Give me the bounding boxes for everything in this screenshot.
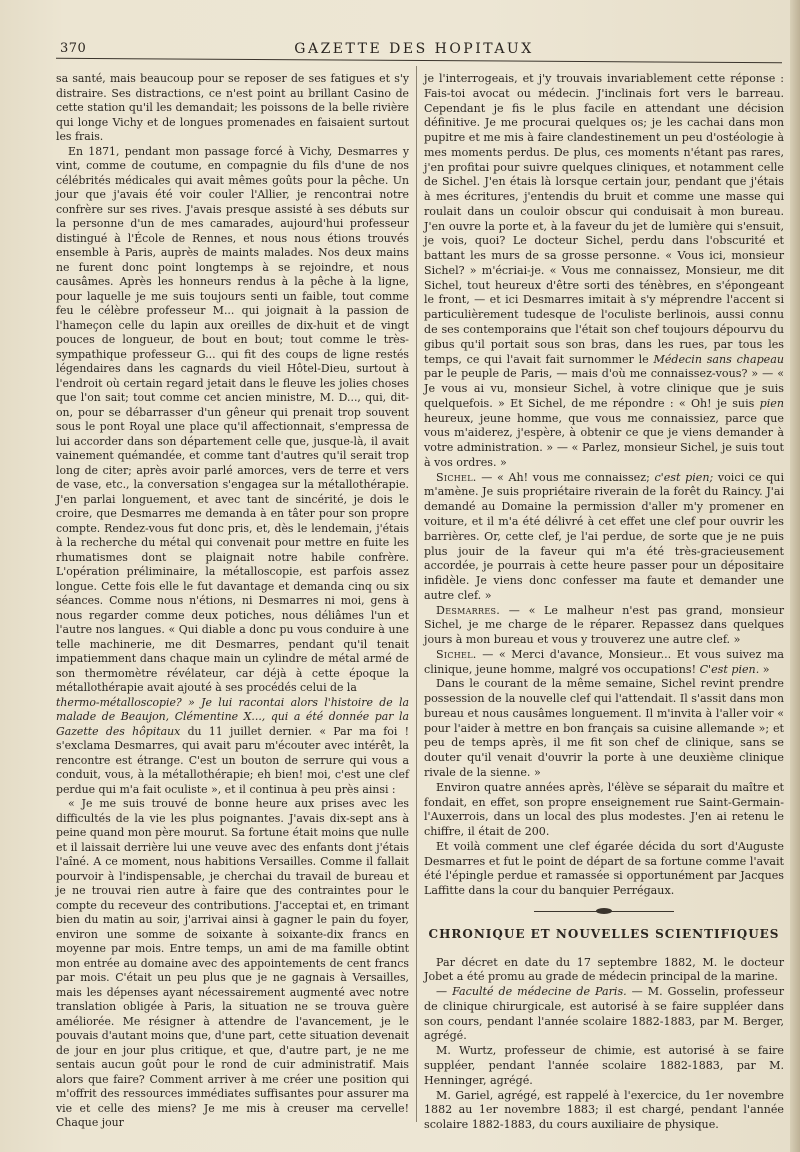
news-item: Par décret en date du 17 septembre 1882, M. le docteur Jobet a été promu au grade de médecin principal de la marine. bbox=[424, 955, 784, 984]
section-divider-ornament bbox=[534, 911, 674, 913]
article-text: — M. Gosselin, professeur de clinique chirurgicale, est autorisé à se faire suppléer dans son cours, pendant l'année scolaire 1882-1883, par M. Berger, agrégé. bbox=[424, 985, 784, 1043]
dialogue-paragraph bbox=[424, 604, 784, 648]
italic-phrase: C'est pien. bbox=[699, 662, 760, 676]
dialogue-paragraph bbox=[424, 648, 784, 678]
article-text: — « Le malheur n'est pas grand, monsieur Sichel, je me charge de le réparer. Repassez dans quelques jours à mon bureau et vous y trouverez une autre clef. » bbox=[424, 603, 785, 647]
journal-title: Gazette des hôpitaux bbox=[56, 724, 181, 738]
italic-phrase: thermo-métalloscopie? » Je lui racontai alors l'histoire de la malade de Beaujon, Clémentine X..., qui a été donnée par la bbox=[56, 695, 409, 723]
article-text: je l'interrogeais, et j'y trouvais invariablement cette réponse : Fais-toi avocat ou médecin. J'inclinais fort vers le barreau. Cependant je fis le plus facile en attendant une décision définitive. Je me procurai quelques os; je les cachai dans mon pupitre et me mis à faire clandestinement un peu d'ostéologie à mes moments perdus. De plus, ces moments n'étant pas rares, j'en profitai pour suivre quelques cliniques, et notamment celle de Sichel. J'en étais là lorsque certain jour, pendant que j'étais à mes écritures, j'entendis du bruit et comme une masse qui roulait dans un couloir obscur qui conduisait à mon bureau. J'en ouvre la porte et, à la faveur du jet de lumière qui s'ensuit, je vois, quoi? Le docteur Sichel, perdu dans l'obscurité et battant les murs de sa grosse personne. « Vous ici, monsieur Sichel? » m'écriai-je. « Vous me connaissez, Monsieur, me dit Sichel, tout heureux d'être sorti des ténèbres, en s'épongeant le front, — et ici Desmarres imitait à s'y méprendre l'accent si particulièrement tudesque de l'oculiste berlinois, aussi connu de ses contemporains que l'était son chef toujours dépourvu du gibus qu'il portait sous son bras, dans les rues, par tous les temps, ce qui l'avait fait surnommer le bbox=[424, 72, 784, 366]
article-paragraph: Et voilà comment une clef égarée décida du sort d'Auguste Desmarres et fut le point de départ de sa fortune comme l'avait été l'épingle perdue et ramassée si opportunément par Jacques Laffitte dans la cour du banquier Perrégaux. bbox=[424, 839, 784, 898]
article-text: heureux, jeune homme, que vous me connaissiez, parce que vous m'aiderez, j'espère, à obtenir ce que je viens demander à votre administration. » — « Parlez, monsieur Sichel, je suis tout à vos ordres. » bbox=[424, 411, 784, 469]
article-paragraph bbox=[424, 72, 784, 471]
italic-phrase: c'est pien; bbox=[654, 470, 714, 484]
right-column bbox=[424, 72, 784, 1133]
article-paragraph: Environ quatre années après, l'élève se séparait du maître et fondait, en effet, son propre enseignement rue Saint-Germain-l'Auxerrois, dans un local des plus modestes. J'en ai retenu le chiffre, il était de 200. bbox=[424, 780, 784, 839]
article-paragraph: « Je me suis trouvé de bonne heure aux prises avec les difficultés de la vie les plus poignantes. J'avais dix-sept ans à peine quand mon père mourut. Sa fortune était moins que nulle et il laissait derrière lui une veuve avec des enfants dont j'étais l'aîné. A ce moment, nous habitions Versailles. Comme il fallait pourvoir à l'indispensable, je cherchai du travail de bureau et je ne trouvai rien autre à faire que des contraintes pour le compte du receveur des contributions. J'acceptai et, en trimant bien du matin au soir, j'arrivai ainsi à gagner le pain du foyer, environ une somme de soixante à soixante-dix francs en moyenne par mois. Entre temps, un ami de ma famille obtint mon entrée au domaine avec des appointements de cent francs par mois. C'était un peu plus que je ne gagnais à Versailles, mais les dépenses ayant nécessairement augmenté avec notre translation obligée à Paris, la situation ne se trouva guère améliorée. Me résigner à attendre de l'avancement, je le pouvais d'autant moins que, d'une part, cette situation devenait de jour en jour plus critique, et que, d'autre part, je ne me sentais aucun goût pour le rond de cuir administratif. Mais alors que faire? Comment arriver à me créer une position qui m'offrit des ressources immédiates suffisantes pour assurer ma vie et celle des miens? Je me mis à creuser ma cervelle! Chaque jour bbox=[56, 797, 410, 1129]
article-text: du 11 juillet dernier. « Par ma foi ! s'exclama Desmarres, qui avait paru m'écouter avec intérêt, la rencontre est étrange. C'est un bouton de serrure qui vous a conduit, vous, à la métallothérapie; eh bien! moi, c'est une clef perdue qui m'a fait oculiste », et il continua à peu près ainsi : bbox=[56, 724, 410, 796]
speaker-name: Sichel. bbox=[436, 470, 477, 484]
left-column bbox=[56, 72, 409, 1131]
article-paragraph: En 1871, pendant mon passage forcé à Vichy, Desmarres y vint, comme de coutume, en compagnie du fils d'une de nos célébrités médicales qui avait mêmes goûts pour la pêche. Un jour que j'avais été voir couler l'Allier, je rencontrai notre confrère sur ses rives. J'avais presque assisté à ses débuts sur la personne d'un de mes camarades, aujourd'hui professeur distingué à l'École de Rennes, et nous nous étions trouvés ensemble à Paris, auprès de maints malades. Nos deux mains ne furent donc point longtemps à se rejoindre, et nous causâmes. Après les honneurs rendus à la pêche à la ligne, pour laquelle je me suis toujours senti un faible, tout comme feu le célèbre professeur M... qui joignait à la passion de l'hameçon celle du lapin aux oreilles de dix-huit et de vingt pouces de longueur, de bout en bout; tout comme le très-sympathique professeur G... qui fit des coups de ligne restés légendaires dans les cagnards du vieil Hôtel-Dieu, surtout à l'endroit où certain regard jetait dans le fleuve les jolies choses que l'on sait; tout comme cet ancien ministre, M. D..., qui, dit-on, pour se débarrasser d'un gêneur qui prenait trop souvent sous le pont Royal une place qu'il affectionnait, s'empressa de lui accorder dans son département celle que, jusque-là, il avait vainement quémandée, et comme tant d'autres qu'il serait trop long de citer; après avoir parlé amorces, vers de terre et vers de vase, etc., la conversation s'engagea sur la métallothérapie. J'en parlai longuement, et avec tant de sincérité, je dois le croire, que Desmarres me demanda à en tâter pour son propre compte. Rendez-vous fut donc pris, et, dès le lendemain, j'étais à la recherche du métal qui convenait pour mettre en fuite les rhumatismes dont se plaignait notre habile confrère. L'opération préliminaire, la métalloscopie, est parfois assez longue. Cette fois elle le fut davantage et demanda cinq ou six séances. Comme nous n'étions, ni Desmarres ni moi, gens à nous regarder comme deux potiches, nous déliâmes l'un et l'autre nos langues. « Qui diable a donc pu vous conduire à une telle machinerie, me dit Desmarres, pendant qu'il tenait impatiemment dans chaque main un cylindre de métal armé de son thermomètre révélateur, car déjà à cette époque la métallothérapie avait ajouté à ses procédés celui de la bbox=[56, 144, 409, 694]
article-paragraph: Dans le courant de la même semaine, Sichel revint prendre possession de la nouvelle clef qui l'attendait. Il s'assit dans mon bureau et nous causâmes longuement. Il m'invita à l'aller voir « pour l'aider à mettre en bon français sa cuisine allemande »; et peu de temps après, il me fit son chef de clinique, sans se douter qu'il venait d'ouvrir la porte à une deuxième clinique rivale de la sienne. » bbox=[424, 677, 784, 779]
italic-phrase: pien bbox=[759, 396, 785, 410]
section-heading: CHRONIQUE ET NOUVELLES SCIENTIFIQUES bbox=[428, 926, 780, 941]
news-item: M. Wurtz, professeur de chimie, est autorisé à se faire suppléer, pendant l'année scolaire 1882-1883, par M. Henninger, agrégé. bbox=[424, 1044, 784, 1087]
news-item bbox=[424, 985, 784, 1044]
article-paragraph bbox=[56, 696, 409, 798]
page-edge bbox=[790, 0, 800, 1152]
article-text: — « Merci d'avance, Monsieur... Et vous suivez ma clinique, jeune homme, malgré vos occupations! bbox=[424, 647, 784, 676]
article-text: par le peuple de Paris, — mais d'où me connaissez-vous? » — « Je vous ai vu, monsieur Sichel, à votre clinique que je suis quelquefois. » Et Sichel, de me répondre : « Oh! je suis bbox=[424, 367, 784, 410]
italic-phrase: Médecin sans chapeau bbox=[653, 352, 784, 366]
article-text bbox=[56, 725, 180, 738]
article-text: » bbox=[762, 662, 770, 676]
column-divider bbox=[416, 66, 417, 1122]
news-item: M. Gariel, agrégé, est rappelé à l'exercice, du 1er novembre 1882 au 1er novembre 1883; il est chargé, pendant l'année scolaire 1882-1883, du cours auxiliaire de physique. bbox=[424, 1088, 784, 1132]
speaker-name: Desmarres. bbox=[436, 603, 501, 617]
page-header bbox=[52, 38, 776, 60]
article-paragraph: sa santé, mais beaucoup pour se reposer de ses fatigues et s'y distraire. Ses distractions, ce n'est point au brillant Casino de cette station qu'il les demandait; les poissons de la belle rivière qui longe Vichy et de longues promenades en faisaient surtout les frais. bbox=[56, 72, 409, 143]
news-subheading: — Faculté de médecine de Paris. bbox=[436, 985, 627, 999]
dialogue-paragraph bbox=[424, 471, 784, 604]
page-number: 370 bbox=[60, 41, 87, 56]
article-text: voici ce qui m'amène. Je suis propriétaire riverain de la forêt du Raincy. J'ai demandé au Domaine la permission d'aller m'y promener en voiture, et il m'a été délivré à cet effet une clef pour ouvrir les barrières. Or, cette clef, je l'ai perdue, de sorte que je ne puis plus jouir de la faveur qui m'a été très-gracieusement accordée, je pourrais à cette heure passer pour un dépositaire infidèle. Je viens donc confesser ma faute et demander une autre clef. » bbox=[424, 470, 784, 602]
article-text: — « Ah! vous me connaissez; bbox=[481, 470, 650, 484]
speaker-name: Sichel. bbox=[436, 647, 477, 661]
running-title: GAZETTE DES HOPITAUX bbox=[294, 41, 534, 57]
